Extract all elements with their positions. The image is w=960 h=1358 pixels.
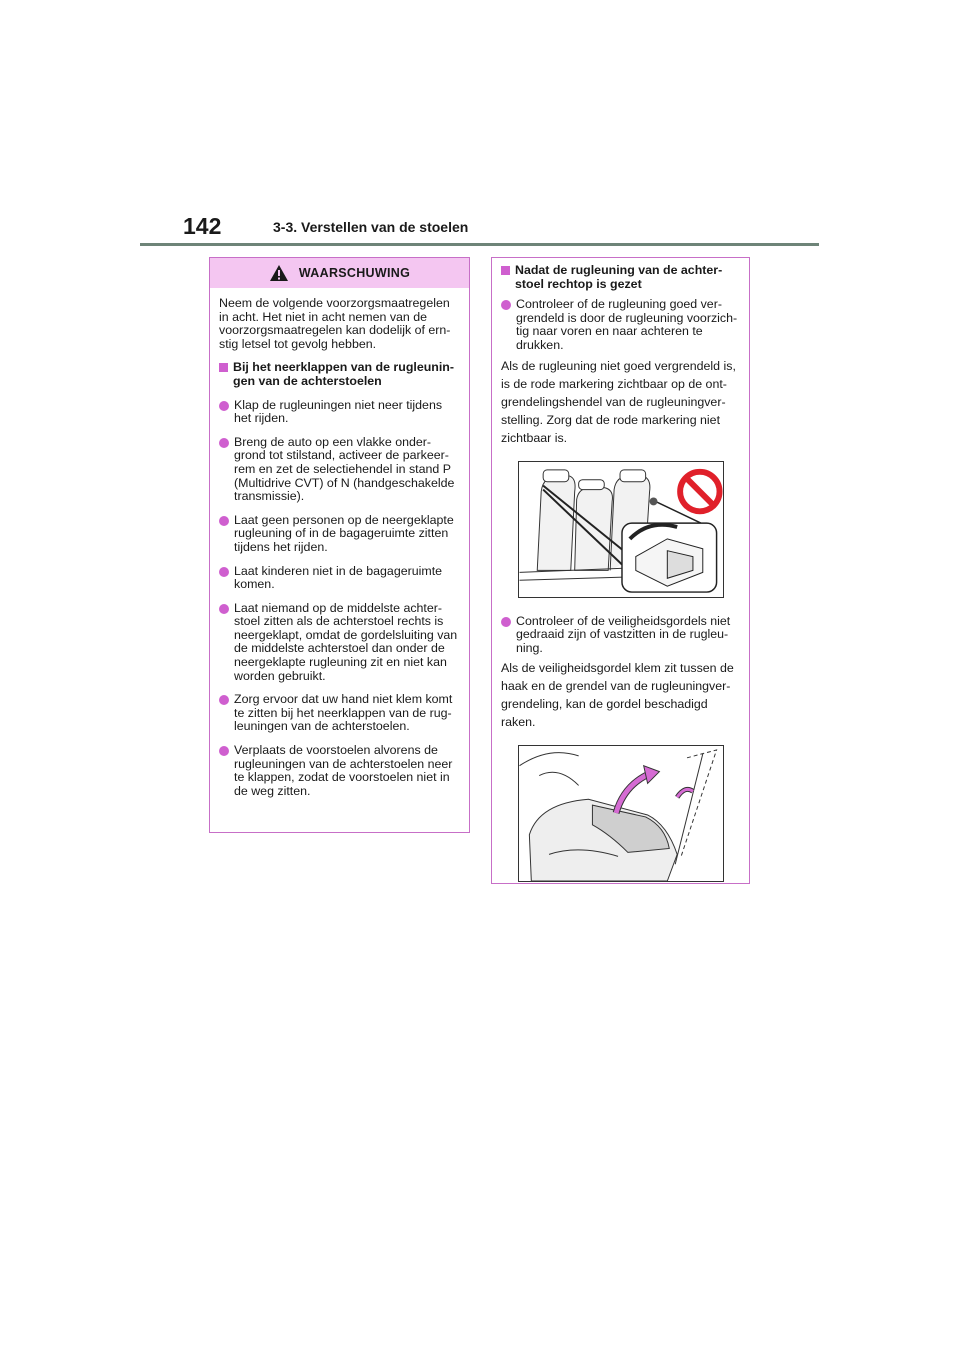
warning-bullet [219,514,461,555]
warning-title: WAARSCHUWING [298,266,411,280]
warning-bullet-text: Laat kinderen niet in de bagageruimte komen. [234,563,443,592]
info-box [491,257,750,884]
warning-bullet-text: Laat niemand op de middelste achter-stoel zitten als de achterstoel rechts is neergeklapt, omdat de gordelsluiting van de middelste achterstoel dan onder de neergeklapte rugleuning zit en niet kan worden gebruikt. [234,600,458,683]
info-paragraph: Als de veiligheidsgordel klem zit tussen de haak en de grendel van de rugleuningver-grendeling, kan de gordel beschadigd raken. [501,661,734,730]
circle-bullet-icon [219,746,229,756]
warning-bullet [219,565,461,592]
circle-bullet-icon [219,604,229,614]
circle-bullet-icon [501,300,511,310]
info-bullet [501,298,741,352]
circle-bullet-icon [501,617,511,627]
info-bullet-text: Controleer of de rugleuning goed ver-grendeld is door de rugleuning voorzich-tig naar voren en naar achteren te drukken. [516,297,738,352]
seatbelt-latch-illustration [518,745,724,882]
warning-bullet [219,744,461,798]
warning-bullet-text: Klap de rugleuningen niet neer tijdens het rijden. [234,397,443,426]
circle-bullet-icon [219,438,229,448]
circle-bullet-icon [219,401,229,411]
square-bullet-icon [501,266,510,275]
warning-bullet-text: Laat geen personen op de neergeklapte rugleuning of in de bagageruimte zitten tijdens het rijden. [234,512,454,554]
circle-bullet-icon [219,516,229,526]
warning-bullet-text: Verplaats de voorstoelen alvorens de rugleuningen van de achterstoelen neer te klappen, zodat de voorstoelen niet in de weg zitten. [234,743,453,798]
square-bullet-icon [219,363,228,372]
warning-triangle-icon [269,264,289,282]
warning-bullet [219,693,461,734]
warning-intro: Neem de volgende voorzorgsmaatregelen in acht. Het niet in acht nemen van de voorzorgsmaatregelen kan dodelijk of ern-stig letsel tot gevolg hebben. [219,296,451,351]
warning-bullet [219,436,461,504]
warning-header [210,258,469,288]
seat-lock-illustration [518,461,724,598]
header-rule [140,243,819,246]
circle-bullet-icon [219,695,229,705]
warning-bullet [219,399,461,426]
info-paragraph: Als de rugleuning niet goed vergrendeld is, is de rode markering zichtbaar op de ont-grendelingshendel van de rugleuningver-stelling. Zorg dat de rode markering niet zichtbaar is. [501,358,736,445]
page-number: 142 [183,213,222,239]
info-bullet [501,615,741,656]
info-heading-text: Nadat de rugleuning van de achter-stoel rechtop is gezet [515,263,723,291]
info-heading [501,264,741,291]
warning-bullet-text: Zorg ervoor dat uw hand niet klem komt te zitten bij het neerklappen van de rug-leuningen van de achterstoelen. [234,692,453,734]
warning-bullet-text: Breng de auto op een vlakke onder-grond tot stilstand, activeer de parkeer-rem en zet de selectiehendel in stand P (Multidrive CVT) of N (handgeschakelde transmissie). [234,434,455,504]
warning-bullet [219,602,461,684]
info-bullet-text: Controleer of de veiligheidsgordels niet gedraaid zijn of vastzitten in de rugleu-ning. [516,613,731,655]
section-title: 3-3. Verstellen van de stoelen [273,219,469,235]
warning-heading [219,361,461,388]
warning-heading-text: Bij het neerklappen van de rugleunin-gen van de achterstoelen [233,360,455,388]
circle-bullet-icon [219,567,229,577]
warning-box [209,257,470,833]
